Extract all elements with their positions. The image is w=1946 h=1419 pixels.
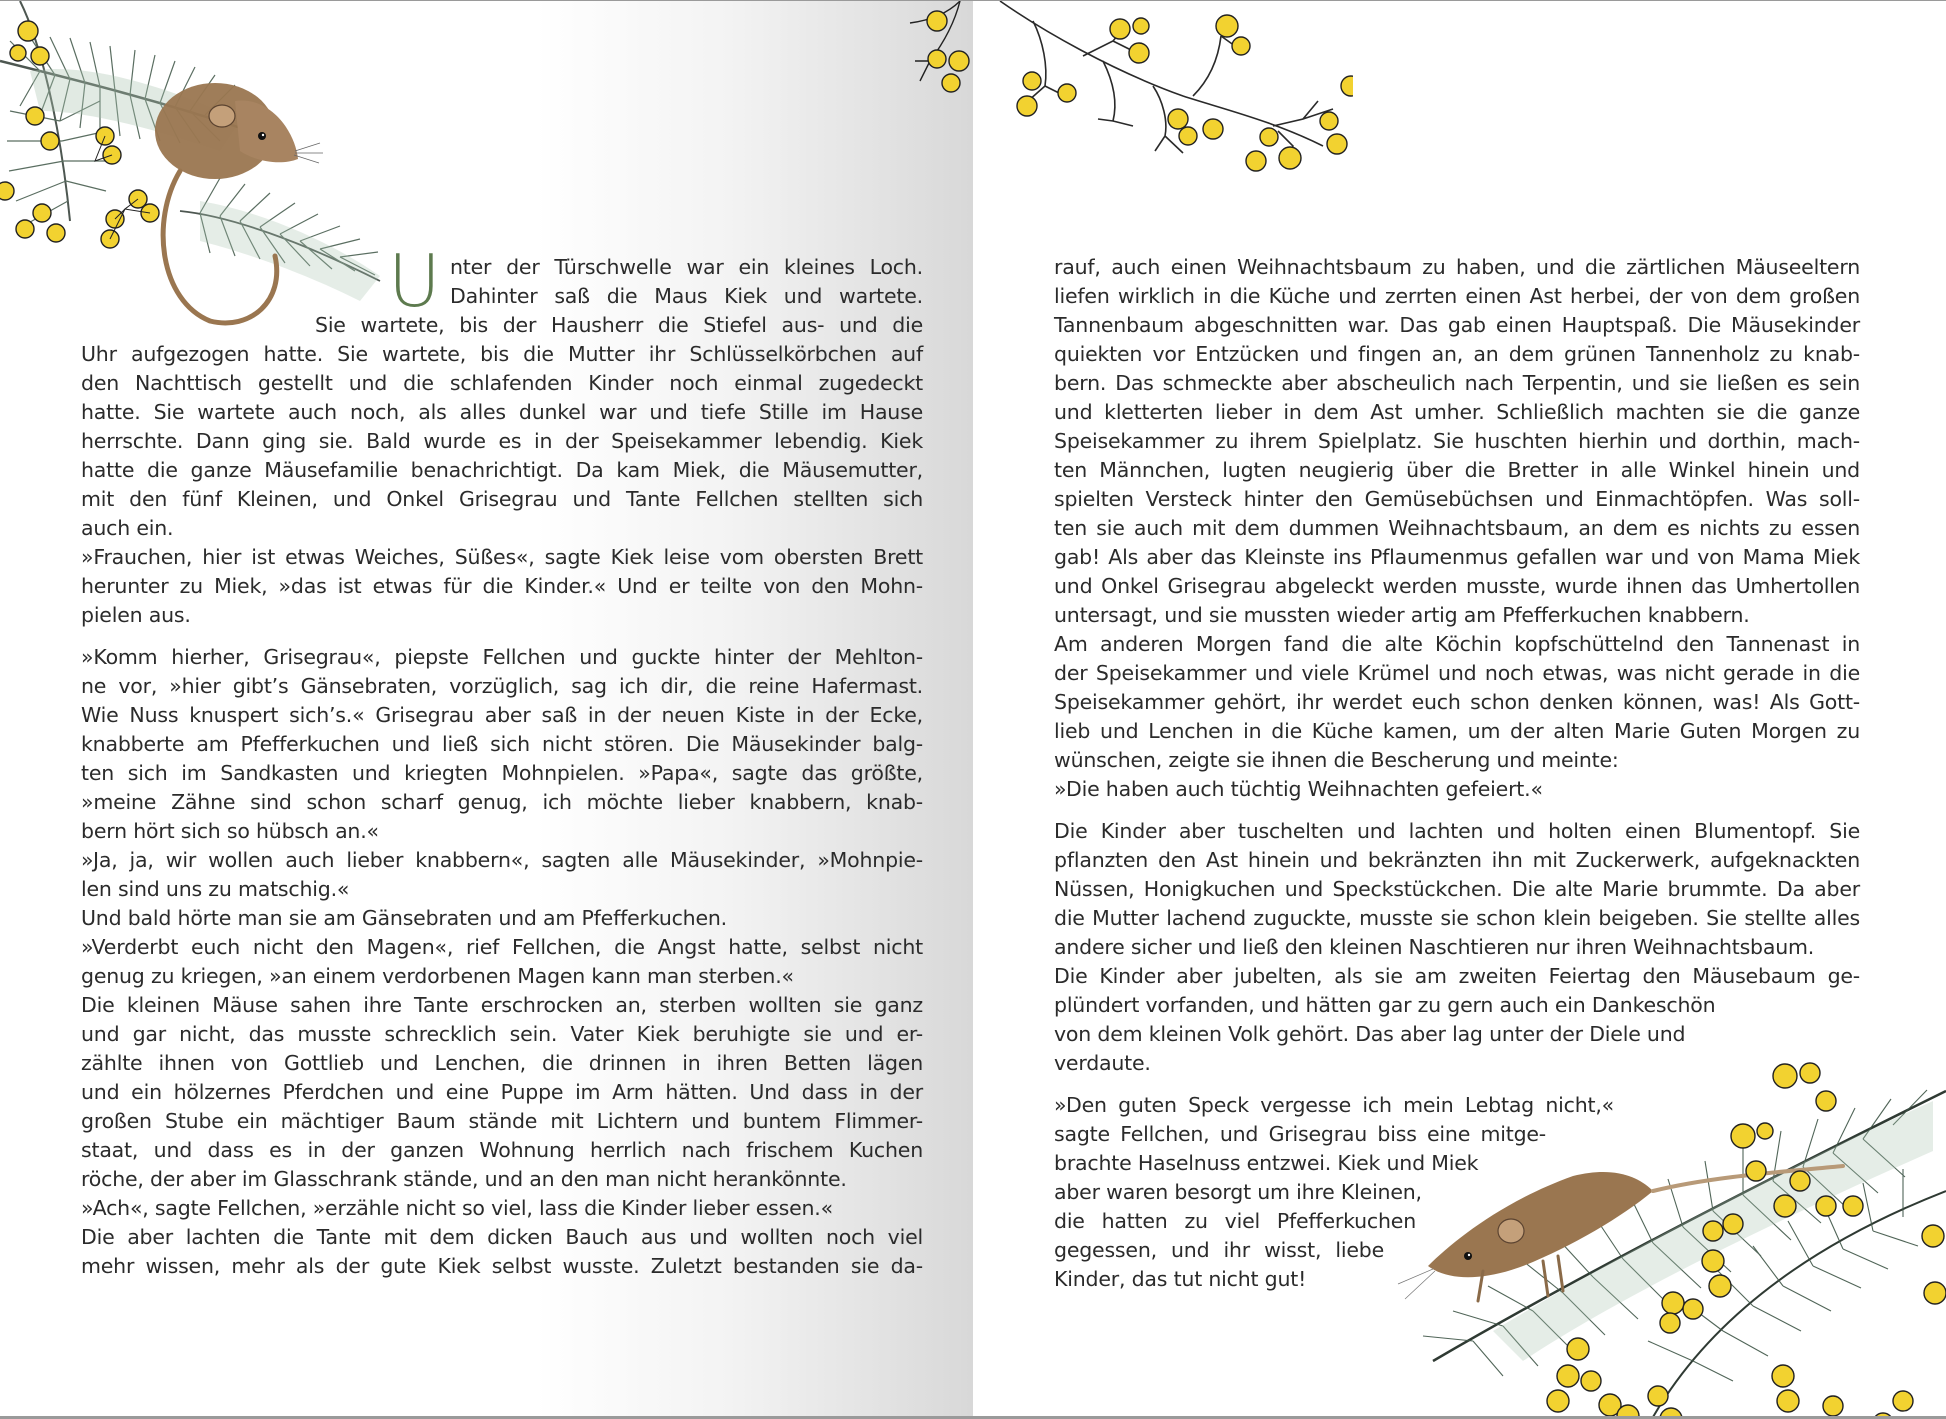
text-line: brachte Haselnuss entzwei. Kiek und Miek: [1054, 1151, 1479, 1175]
text-line: pielen aus.: [81, 603, 191, 627]
text-line: aber waren besorgt um ihre Kleinen,: [1054, 1180, 1422, 1204]
text-line: Die kleinen Mäuse sahen ihre Tante erschrocken an, sterben wollten sie ganz: [81, 993, 923, 1017]
text-line: »Die haben auch tüchtig Weihnachten gefeiert.«: [1054, 777, 1543, 801]
drop-cap: U: [388, 239, 441, 323]
text-line: ne vor, »hier gibt’s Gänsebraten, vorzüglich, sag ich dir, die reine Hafermast.: [81, 674, 923, 698]
text-line: zählte ihnen von Gottlieb und Lenchen, die drinnen in ihren Betten lägen: [81, 1051, 923, 1075]
text-line: Und bald hörte man sie am Gänsebraten und am Pfefferkuchen.: [81, 906, 727, 930]
text-line: und kletterten lieber in dem Ast umher. Schließlich machten sie die ganze: [1054, 400, 1860, 424]
text-line: hatte die ganze Mäusefamilie benachrichtigt. Da kam Miek, die Mäusemutter,: [81, 458, 923, 482]
text-line: röche, der aber im Glasschrank stände, und an den man nicht herankönnte.: [81, 1167, 847, 1191]
text-line: »Verderbt euch nicht den Magen«, rief Fellchen, die Angst hatte, selbst nicht: [81, 935, 923, 959]
text-line: Die Kinder aber tuschelten und lachten und holten einen Blumentopf. Sie: [1054, 819, 1860, 843]
text-line: pflanzten den Ast hinein und bekränzten ihn mit Zuckerwerk, aufgeknackten: [1054, 848, 1860, 872]
text-line: untersagt, und sie mussten wieder artig am Pfefferkuchen knabbern.: [1054, 603, 1750, 627]
text-line: Wie Nuss knuspert sich’s.« Grisegrau aber saß in der neuen Kiste in der Ecke,: [81, 703, 923, 727]
text-line: und gar nicht, das musste schrecklich sein. Vater Kiek beruhigte sie und er-: [81, 1022, 923, 1046]
mouse-on-pine-branch-illustration: [0, 1, 400, 341]
text-line: plündert vorfanden, und hätten gar zu gern auch ein Dankeschön: [1054, 993, 1716, 1017]
text-line: gegessen, und ihr wisst, liebe: [1054, 1238, 1384, 1262]
mouse-on-pine-branch-illustration-bottom: [1373, 1031, 1946, 1417]
text-line: »Frauchen, hier ist etwas Weiches, Süßes«, sagte Kiek leise vom obersten Brett: [81, 545, 923, 569]
text-line: gab! Als aber das Kleinste ins Pflaumenmus gefallen war und von Mama Miek: [1054, 545, 1860, 569]
text-line: mit den fünf Kleinen, und Onkel Grisegrau und Tante Fellchen stellten sich: [81, 487, 923, 511]
text-line: Speisekammer zu ihrem Spielplatz. Sie huschten hierhin und dorthin, mach-: [1054, 429, 1860, 453]
berry-branch-illustration-left: [890, 1, 973, 101]
text-line: und ein hölzernes Pferdchen und eine Puppe im Arm hätten. Und dass in der: [81, 1080, 923, 1104]
berry-branch-illustration: [973, 1, 1353, 181]
text-line: hatte. Sie wartete auch noch, als alles dunkel war und tiefe Stille im Hause: [81, 400, 923, 424]
text-line: von dem kleinen Volk gehört. Das aber lag unter der Diele und: [1054, 1022, 1686, 1046]
text-line: herrschte. Dann ging sie. Bald wurde es in der Speisekammer lebendig. Kiek: [81, 429, 923, 453]
text-line: staat, und dass es in der ganzen Wohnung herrlich nach frischem Kuchen: [81, 1138, 923, 1162]
text-line: Dahinter saß die Maus Kiek und wartete.: [450, 284, 923, 308]
text-line: Sie wartete, bis der Hausherr die Stiefel aus- und die: [315, 313, 923, 337]
text-line: ten sie auch mit dem dummen Weihnachtsbaum, an dem es nichts zu essen: [1054, 516, 1860, 540]
text-line: ten Männchen, lugten neugierig über die Bretter in alle Winkel hinein und: [1054, 458, 1860, 482]
text-line: der Speisekammer und viele Krümel und noch etwas, was nicht gerade in die: [1054, 661, 1860, 685]
text-line: den Nachttisch gestellt und die schlafenden Kinder noch einmal zugedeckt: [81, 371, 923, 395]
text-line: Die Kinder aber jubelten, als sie am zweiten Feiertag den Mäusebaum ge-: [1054, 964, 1860, 988]
text-line: »Ach«, sagte Fellchen, »erzähle nicht so viel, lass die Kinder lieber essen.«: [81, 1196, 833, 1220]
text-line: knabberte am Pfefferkuchen und ließ sich nicht stören. Die Mäusekinder balg-: [81, 732, 923, 756]
text-line: rauf, auch einen Weihnachtsbaum zu haben, und die zärtlichen Mäuseeltern: [1054, 255, 1860, 279]
text-line: auch ein.: [81, 516, 174, 540]
text-line: herunter zu Miek, »das ist etwas für die Kinder.« Und er teilte von den Mohn-: [81, 574, 923, 598]
text-line: Speisekammer gehört, ihr werdet euch schon denken können, was! Als Gott-: [1054, 690, 1860, 714]
text-line: »Den guten Speck vergesse ich mein Lebtag nicht,«: [1054, 1093, 1614, 1117]
text-line: ten sich im Sandkasten und kriegten Mohnpielen. »Papa«, sagte das größte,: [81, 761, 923, 785]
text-line: und Onkel Grisegrau abgeleckt werden musste, wurde ihnen das Umhertollen: [1054, 574, 1860, 598]
text-line: »Komm hierher, Grisegrau«, piepste Fellchen und guckte hinter der Mehlton-: [81, 645, 923, 669]
text-line: sagte Fellchen, und Grisegrau biss eine mitge-: [1054, 1122, 1546, 1146]
text-line: spielten Versteck hinter den Gemüsebüchsen und Einmachtöpfen. Was soll-: [1054, 487, 1860, 511]
text-line: die hatten zu viel Pfefferkuchen: [1054, 1209, 1416, 1233]
text-line: andere sicher und ließ den kleinen Naschtieren nur ihren Weihnachtsbaum.: [1054, 935, 1815, 959]
text-line: genug zu kriegen, »an einem verdorbenen Magen kann man sterben.«: [81, 964, 794, 988]
text-line: »Ja, ja, wir wollen auch lieber knabbern«, sagten alle Mäusekinder, »Mohnpie-: [81, 848, 923, 872]
left-page: [0, 0, 973, 1417]
text-line: Kinder, das tut nicht gut!: [1054, 1267, 1307, 1291]
text-line: quiekten vor Entzücken und fingen an, an dem grünen Tannenholz zu knab-: [1054, 342, 1860, 366]
text-line: len sind uns zu matschig.«: [81, 877, 350, 901]
text-line: »meine Zähne sind schon scharf genug, ich möchte lieber knabbern, knab-: [81, 790, 923, 814]
text-line: Die aber lachten die Tante mit dem dicken Bauch aus und wollten noch viel: [81, 1225, 923, 1249]
text-line: die Mutter lachend zuguckte, musste sie schon klein beigeben. Sie stellte alles: [1054, 906, 1860, 930]
right-page: [973, 0, 1946, 1417]
text-line: bern. Das schmeckte aber abscheulich nach Terpentin, und sie ließen es sein: [1054, 371, 1860, 395]
text-line: bern hört sich so hübsch an.«: [81, 819, 379, 843]
text-line: nter der Türschwelle war ein kleines Loch.: [450, 255, 923, 279]
text-line: großen Stube ein mächtiger Baum stände mit Lichtern und buntem Flimmer-: [81, 1109, 923, 1133]
text-line: wünschen, zeigte sie ihnen die Bescherung und meinte:: [1054, 748, 1619, 772]
text-line: liefen wirklich in die Küche und zerrten einen Ast herbei, der von dem großen: [1054, 284, 1860, 308]
text-line: Nüssen, Honigkuchen und Speckstückchen. Die alte Marie brummte. Da aber: [1054, 877, 1860, 901]
text-line: Tannenbaum abgeschnitten war. Das gab einen Hauptspaß. Die Mäusekinder: [1054, 313, 1860, 337]
text-line: verdaute.: [1054, 1051, 1151, 1075]
text-line: mehr wissen, mehr als der gute Kiek selbst wusste. Zuletzt bestanden sie da-: [81, 1254, 923, 1278]
text-line: lieb und Lenchen in die Küche kamen, um der alten Marie Guten Morgen zu: [1054, 719, 1860, 743]
text-line: Uhr aufgezogen hatte. Sie wartete, bis die Mutter ihr Schlüsselkörbchen auf: [81, 342, 923, 366]
text-line: Am anderen Morgen fand die alte Köchin kopfschüttelnd den Tannenast in: [1054, 632, 1860, 656]
